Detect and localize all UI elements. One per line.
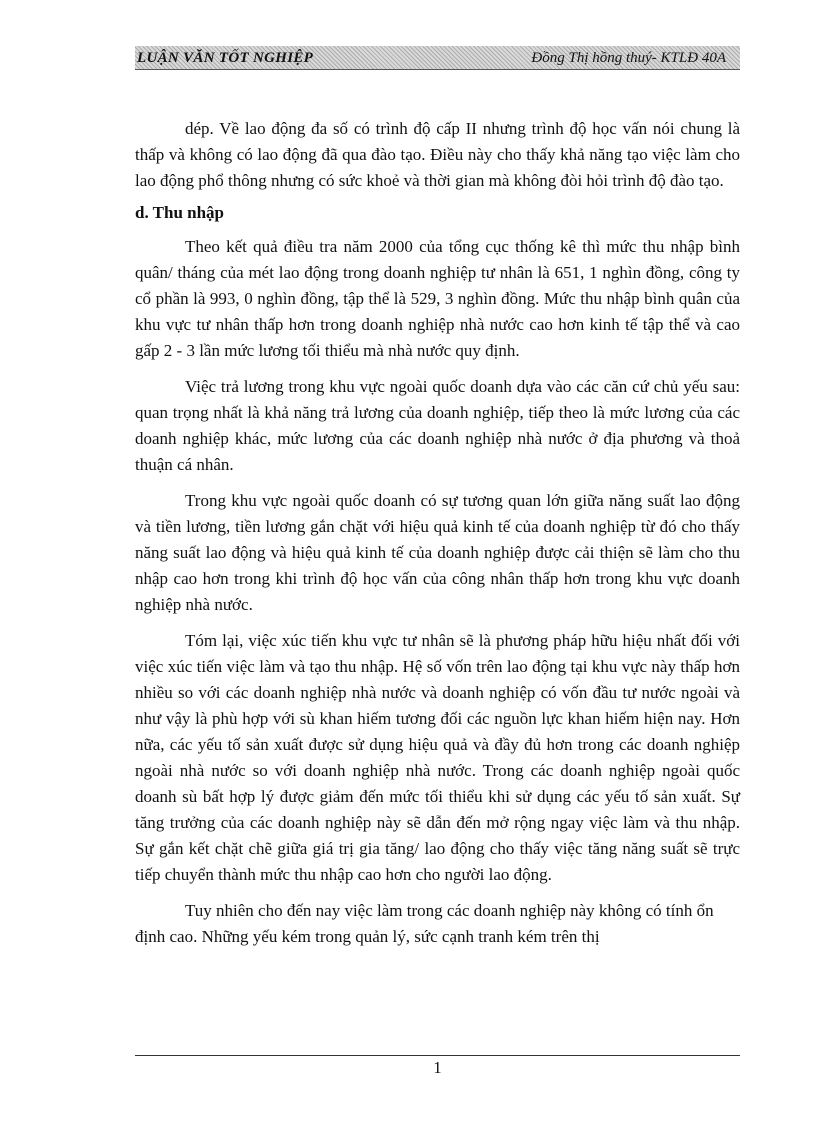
body-paragraph: Theo kết quả điều tra năm 2000 của tổng cục thống kê thì mức thu nhập bình quân/ tháng của mét lao động trong doanh nghiệp tư nhân là 651, 1 nghìn đồng, công ty cổ phần là 993, 0 nghìn đồng, tập thể là 529, 3 nghìn đồng. Mức thu nhập bình quân của khu vực tư nhân thấp hơn trong doanh nghiệp nhà nước cao hơn kinh tế tập thể và cao gấp 2 - 3 lần mức lương tối thiểu mà nhà nước quy định. bbox=[135, 237, 740, 360]
body-paragraph: Việc trả lương trong khu vực ngoài quốc doanh dựa vào các căn cứ chủ yếu sau: quan trọng nhất là khả năng trả lương của doanh nghiệp, tiếp theo là mức lương của các doanh nghiệp khác, mức lương của các doanh nghiệp nhà nước ở địa phương và thoả thuận cá nhân. bbox=[135, 377, 740, 474]
body-paragraph: Tuy nhiên cho đến nay việc làm trong các doanh nghiệp này không có tính ổn định cao. Những yếu kém trong quản lý, sức cạnh tranh kém trên thị bbox=[135, 901, 714, 946]
page-header bbox=[135, 46, 740, 70]
page-body bbox=[135, 116, 740, 960]
page-number: 1 bbox=[433, 1058, 442, 1077]
body-paragraph: dép. Về lao động đa số có trình độ cấp II nhưng trình độ học vấn nói chung là thấp và không có lao động đã qua đào tạo. Điều này cho thấy khả năng tạo việc làm cho lao động phổ thông nhưng có sức khoẻ và thời gian mà không đòi hỏi trình độ đào tạo. bbox=[135, 119, 740, 190]
body-paragraph: Tóm lại, việc xúc tiến khu vực tư nhân sẽ là phương pháp hữu hiệu nhất đối với việc xúc tiến việc làm và tạo thu nhập. Hệ số vốn trên lao động tại khu vực này thấp hơn nhiều so với các doanh nghiệp nhà nước và doanh nghiệp có vốn đầu tư nước ngoài và như vậy là phù hợp với sù khan hiếm tương đối các nguồn lực khan hiếm hiện nay. Hơn nữa, các yếu tố sản xuất được sử dụng hiệu quả và đầy đủ hơn trong các doanh nghiệp ngoài nhà nước so với doanh nghiệp nhà nước. Trong các doanh nghiệp ngoài quốc doanh sù bất hợp lý được giảm đến mức tối thiểu khi sử dụng các yếu tố sản xuất. Sự tăng trưởng của các doanh nghiệp này sẽ dẫn đến mở rộng ngay việc làm và thu nhập. Sự gắn kết chặt chẽ giữa giá trị gia tăng/ lao động cho thấy việc tăng năng suất sẽ trực tiếp chuyển thành mức thu nhập cao hơn cho người lao động. bbox=[135, 631, 740, 884]
header-author: Đồng Thị hồng thuý- KTLĐ 40A bbox=[531, 50, 726, 66]
header-thesis-title: LUẬN VĂN TỐT NGHIỆP bbox=[137, 50, 314, 66]
body-paragraph: Trong khu vực ngoài quốc doanh có sự tương quan lớn giữa năng suất lao động và tiền lương, tiền lương gắn chặt với hiệu quả kinh tế của doanh nghiệp từ đó cho thấy năng suất lao động và hiệu quả kinh tế của doanh nghiệp được cải thiện sẽ làm cho thu nhập cao hơn trong khi trình độ học vấn của công nhân thấp hơn trong khu vực doanh nghiệp nhà nước. bbox=[135, 491, 740, 614]
section-heading: d. Thu nhập bbox=[135, 203, 225, 222]
footer-divider bbox=[135, 1055, 740, 1056]
